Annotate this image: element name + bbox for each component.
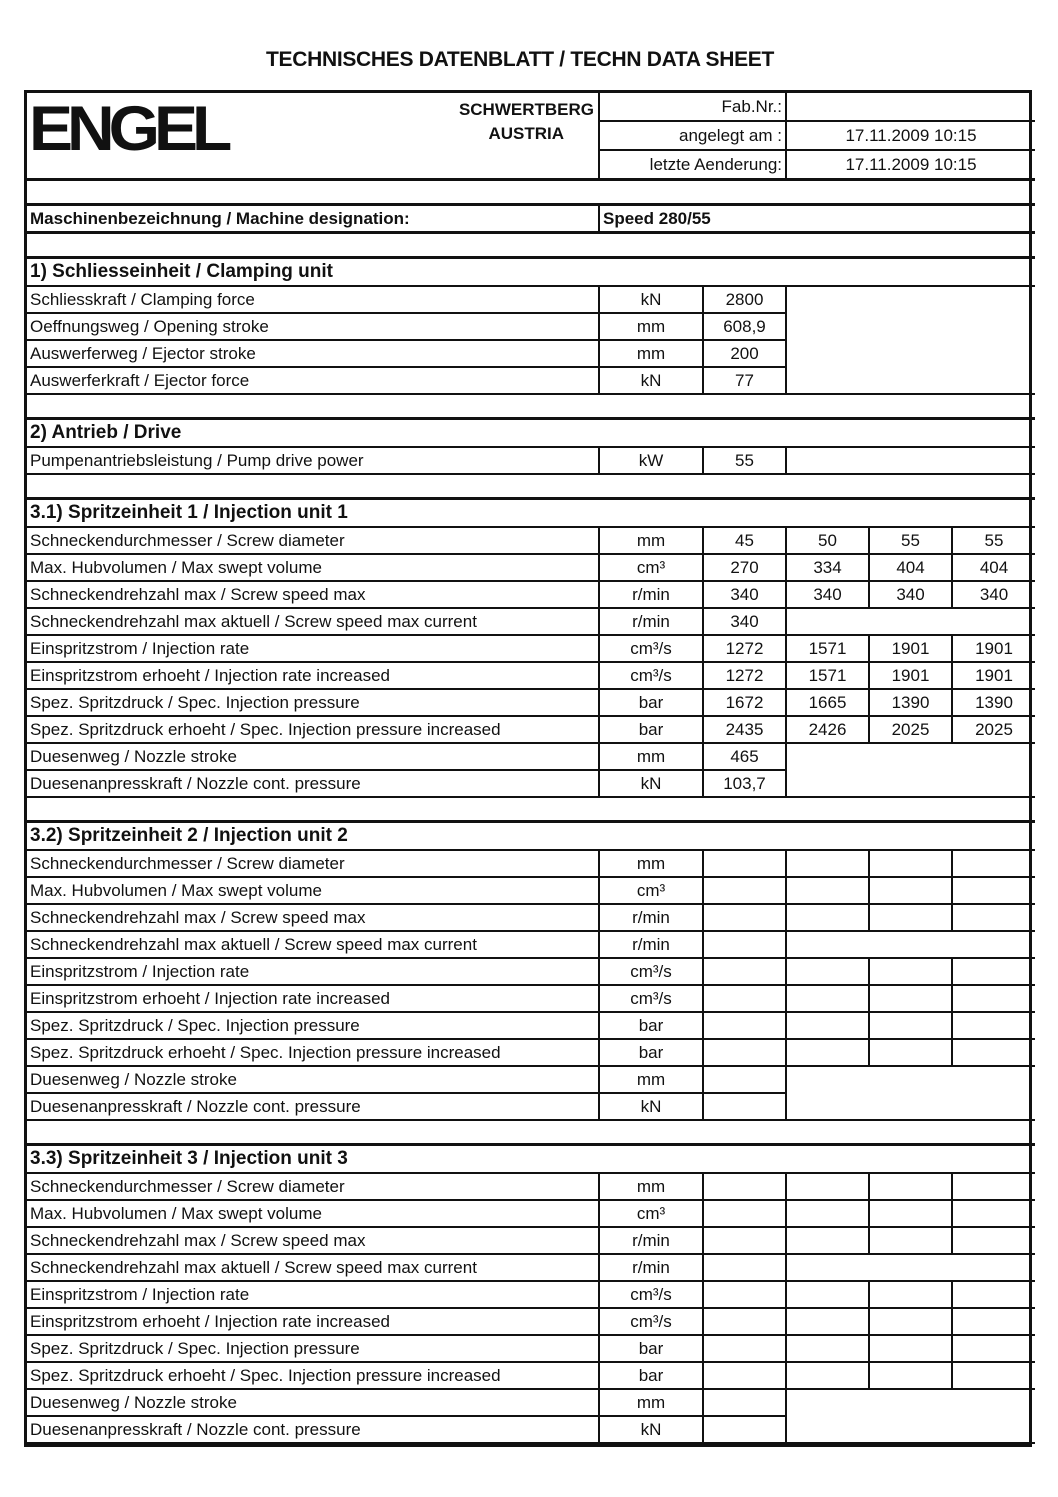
row-value: 334 [786, 554, 869, 581]
row-value [869, 1362, 952, 1389]
row-label: Einspritzstrom / Injection rate [27, 958, 599, 985]
sheet-table [27, 93, 1035, 1444]
row-value [703, 1200, 786, 1227]
table-row [27, 958, 1035, 985]
row-value: 1901 [952, 635, 1035, 662]
row-label: Einspritzstrom / Injection rate [27, 635, 599, 662]
row-value: 340 [703, 581, 786, 608]
row-unit: bar [599, 1362, 703, 1389]
row-value [869, 1227, 952, 1254]
row-value [786, 1039, 869, 1066]
table-row [27, 527, 1035, 554]
row-unit: r/min [599, 904, 703, 931]
table-row [27, 1308, 1035, 1335]
row-value [952, 1039, 1035, 1066]
table-row [27, 581, 1035, 608]
row-value [786, 1227, 869, 1254]
row-value: 340 [952, 581, 1035, 608]
row-unit: r/min [599, 1254, 703, 1281]
table-row [27, 1335, 1035, 1362]
row-value [869, 1173, 952, 1200]
row-value [952, 877, 1035, 904]
row-value [786, 985, 869, 1012]
section-title-drive: 2) Antrieb / Drive [27, 419, 1035, 448]
row-label: Duesenweg / Nozzle stroke [27, 1066, 599, 1093]
row-value: 404 [952, 554, 1035, 581]
row-label: Max. Hubvolumen / Max swept volume [27, 554, 599, 581]
table-row [27, 1362, 1035, 1389]
empty-area [786, 1254, 1035, 1281]
row-unit: cm³/s [599, 1281, 703, 1308]
row-unit: cm³/s [599, 958, 703, 985]
row-unit: bar [599, 1039, 703, 1066]
row-value: 1672 [703, 689, 786, 716]
row-value [703, 931, 786, 958]
table-row [27, 1227, 1035, 1254]
row-value [786, 1200, 869, 1227]
row-unit: cm³/s [599, 985, 703, 1012]
table-row [27, 1389, 1035, 1416]
row-unit: r/min [599, 1227, 703, 1254]
row-value [952, 1227, 1035, 1254]
row-label: Oeffnungsweg / Opening stroke [27, 313, 599, 340]
row-value: 1571 [786, 635, 869, 662]
table-row [27, 689, 1035, 716]
row-value: 1390 [869, 689, 952, 716]
spacer [27, 797, 1035, 822]
row-value: 200 [703, 340, 786, 367]
row-value [786, 1012, 869, 1039]
row-value [952, 904, 1035, 931]
row-label: Spez. Spritzdruck / Spec. Injection pressure [27, 689, 599, 716]
row-value [869, 1281, 952, 1308]
row-value [952, 1362, 1035, 1389]
row-value [952, 1173, 1035, 1200]
row-unit: mm [599, 340, 703, 367]
row-value [952, 1200, 1035, 1227]
row-value: 55 [952, 527, 1035, 554]
row-label: Einspritzstrom erhoeht / Injection rate increased [27, 1308, 599, 1335]
row-value: 1901 [869, 662, 952, 689]
table-row [27, 635, 1035, 662]
row-unit: r/min [599, 931, 703, 958]
empty-area [786, 447, 1035, 474]
row-value [952, 850, 1035, 877]
header-brand-cell [27, 93, 599, 180]
machine-designation-value: Speed 280/55 [599, 205, 1035, 233]
row-value [786, 877, 869, 904]
row-unit: mm [599, 743, 703, 770]
empty-area [786, 743, 1035, 797]
row-label: Schneckendurchmesser / Screw diameter [27, 1173, 599, 1200]
section-title-clamping: 1) Schliesseinheit / Clamping unit [27, 258, 1035, 287]
row-value [869, 1039, 952, 1066]
row-label: Auswerferkraft / Ejector force [27, 367, 599, 394]
row-label: Duesenanpresskraft / Nozzle cont. pressure [27, 1416, 599, 1443]
row-unit: cm³ [599, 877, 703, 904]
row-value [869, 1308, 952, 1335]
spacer [27, 474, 1035, 499]
row-label: Duesenanpresskraft / Nozzle cont. pressure [27, 770, 599, 797]
empty-area [786, 286, 1035, 394]
row-value: 1272 [703, 635, 786, 662]
table-row [27, 904, 1035, 931]
row-value: 1665 [786, 689, 869, 716]
row-value [703, 877, 786, 904]
row-label: Einspritzstrom erhoeht / Injection rate increased [27, 985, 599, 1012]
row-value [786, 1308, 869, 1335]
row-unit: cm³ [599, 554, 703, 581]
row-unit: mm [599, 1066, 703, 1093]
row-unit: cm³/s [599, 1308, 703, 1335]
row-value [703, 1012, 786, 1039]
section-title-injection-unit-3: 3.3) Spritzeinheit 3 / Injection unit 3 [27, 1145, 1035, 1174]
row-value [703, 985, 786, 1012]
table-row [27, 1254, 1035, 1281]
table-row [27, 1200, 1035, 1227]
row-unit: mm [599, 1173, 703, 1200]
empty-area [786, 1389, 1035, 1443]
row-value [703, 1039, 786, 1066]
spacer [27, 180, 1035, 205]
row-label: Spez. Spritzdruck / Spec. Injection pressure [27, 1335, 599, 1362]
location-city: SCHWERTBERG [458, 100, 594, 119]
row-label: Einspritzstrom erhoeht / Injection rate increased [27, 662, 599, 689]
table-row [27, 1066, 1035, 1093]
row-value [869, 1335, 952, 1362]
row-value [952, 958, 1035, 985]
row-label: Max. Hubvolumen / Max swept volume [27, 1200, 599, 1227]
row-label: Duesenweg / Nozzle stroke [27, 743, 599, 770]
row-value: 45 [703, 527, 786, 554]
row-value: 270 [703, 554, 786, 581]
row-unit: r/min [599, 581, 703, 608]
row-unit: kN [599, 286, 703, 313]
row-label: Pumpenantriebsleistung / Pump drive power [27, 447, 599, 474]
row-unit: kN [599, 1093, 703, 1120]
row-label: Schneckendurchmesser / Screw diameter [27, 850, 599, 877]
row-unit: bar [599, 1335, 703, 1362]
row-value [869, 904, 952, 931]
row-value: 2800 [703, 286, 786, 313]
table-row [27, 985, 1035, 1012]
table-row [27, 931, 1035, 958]
row-label: Auswerferweg / Ejector stroke [27, 340, 599, 367]
fab-nr-value [786, 93, 1035, 121]
row-value: 2426 [786, 716, 869, 743]
empty-area [786, 1066, 1035, 1120]
row-label: Einspritzstrom / Injection rate [27, 1281, 599, 1308]
row-label: Max. Hubvolumen / Max swept volume [27, 877, 599, 904]
row-value: 77 [703, 367, 786, 394]
row-value: 1571 [786, 662, 869, 689]
row-value: 465 [703, 743, 786, 770]
row-unit: r/min [599, 608, 703, 635]
row-value [869, 985, 952, 1012]
row-value [703, 1389, 786, 1416]
row-value [786, 1335, 869, 1362]
row-value [786, 1173, 869, 1200]
row-unit: cm³/s [599, 635, 703, 662]
row-value: 608,9 [703, 313, 786, 340]
row-unit: kN [599, 770, 703, 797]
document-title: TECHNISCHES DATENBLATT / TECHN DATA SHEET [265, 48, 775, 71]
row-value [703, 1066, 786, 1093]
table-row [27, 1281, 1035, 1308]
fab-nr-label: Fab.Nr.: [599, 93, 786, 121]
spacer [27, 1120, 1035, 1145]
created-label: angelegt am : [599, 121, 786, 150]
row-value [786, 904, 869, 931]
row-value [703, 1416, 786, 1443]
row-label: Spez. Spritzdruck / Spec. Injection pressure [27, 1012, 599, 1039]
row-value [952, 1308, 1035, 1335]
row-value [952, 985, 1035, 1012]
row-value [786, 850, 869, 877]
table-row [27, 743, 1035, 770]
row-value: 404 [869, 554, 952, 581]
row-unit: mm [599, 527, 703, 554]
row-value: 1901 [952, 662, 1035, 689]
table-row [27, 1012, 1035, 1039]
row-label: Schneckendrehzahl max / Screw speed max [27, 581, 599, 608]
spacer [27, 394, 1035, 419]
table-row [27, 716, 1035, 743]
table-row [27, 608, 1035, 635]
row-value: 340 [703, 608, 786, 635]
row-value [703, 958, 786, 985]
row-value [786, 1281, 869, 1308]
row-value: 2435 [703, 716, 786, 743]
row-value [703, 1308, 786, 1335]
modified-value: 17.11.2009 10:15 [786, 150, 1035, 180]
row-label: Schneckendrehzahl max aktuell / Screw speed max current [27, 608, 599, 635]
row-value: 2025 [869, 716, 952, 743]
row-label: Spez. Spritzdruck erhoeht / Spec. Injection pressure increased [27, 716, 599, 743]
row-value: 55 [703, 447, 786, 474]
row-label: Schneckendrehzahl max aktuell / Screw speed max current [27, 931, 599, 958]
spacer [27, 233, 1035, 258]
row-value [952, 1335, 1035, 1362]
section-title-injection-unit-1: 3.1) Spritzeinheit 1 / Injection unit 1 [27, 499, 1035, 528]
row-value: 50 [786, 527, 869, 554]
row-unit: mm [599, 313, 703, 340]
row-unit: cm³ [599, 1200, 703, 1227]
row-value: 1272 [703, 662, 786, 689]
table-row [27, 877, 1035, 904]
row-value: 55 [869, 527, 952, 554]
row-label: Schneckendrehzahl max aktuell / Screw speed max current [27, 1254, 599, 1281]
modified-label: letzte Aenderung: [599, 150, 786, 180]
section-title-injection-unit-2: 3.2) Spritzeinheit 2 / Injection unit 2 [27, 822, 1035, 851]
row-value [703, 1173, 786, 1200]
row-value: 103,7 [703, 770, 786, 797]
location-country: AUSTRIA [488, 124, 564, 143]
engel-logo: ENGEL [29, 93, 227, 164]
row-unit: bar [599, 716, 703, 743]
row-value [703, 1227, 786, 1254]
row-unit: mm [599, 1389, 703, 1416]
row-unit: kW [599, 447, 703, 474]
row-value: 1901 [869, 635, 952, 662]
created-value: 17.11.2009 10:15 [786, 121, 1035, 150]
table-row [27, 850, 1035, 877]
row-unit: kN [599, 367, 703, 394]
row-value [952, 1012, 1035, 1039]
empty-area [786, 608, 1035, 635]
row-label: Duesenanpresskraft / Nozzle cont. pressure [27, 1093, 599, 1120]
machine-designation-label: Maschinenbezeichnung / Machine designation: [27, 205, 599, 233]
row-label: Schliesskraft / Clamping force [27, 286, 599, 313]
row-unit: cm³/s [599, 662, 703, 689]
row-value: 2025 [952, 716, 1035, 743]
row-value [869, 1200, 952, 1227]
table-row [27, 1039, 1035, 1066]
row-unit: bar [599, 1012, 703, 1039]
row-value [952, 1281, 1035, 1308]
row-unit: mm [599, 850, 703, 877]
row-label: Spez. Spritzdruck erhoeht / Spec. Injection pressure increased [27, 1362, 599, 1389]
row-value: 1390 [952, 689, 1035, 716]
row-label: Schneckendurchmesser / Screw diameter [27, 527, 599, 554]
row-value: 340 [869, 581, 952, 608]
empty-area [786, 931, 1035, 958]
row-value [703, 1281, 786, 1308]
row-value [703, 1093, 786, 1120]
table-row [27, 1173, 1035, 1200]
row-label: Spez. Spritzdruck erhoeht / Spec. Injection pressure increased [27, 1039, 599, 1066]
row-value [703, 1254, 786, 1281]
table-row [27, 662, 1035, 689]
row-value [703, 1335, 786, 1362]
row-value [703, 904, 786, 931]
row-label: Schneckendrehzahl max / Screw speed max [27, 1227, 599, 1254]
row-value [869, 958, 952, 985]
row-value: 340 [786, 581, 869, 608]
injection-units [27, 499, 1035, 1444]
row-unit: bar [599, 689, 703, 716]
row-label: Duesenweg / Nozzle stroke [27, 1389, 599, 1416]
row-value [786, 958, 869, 985]
row-value [786, 1362, 869, 1389]
row-unit: kN [599, 1416, 703, 1443]
row-value [869, 1012, 952, 1039]
row-label: Schneckendrehzahl max / Screw speed max [27, 904, 599, 931]
row-value [703, 1362, 786, 1389]
data-sheet [24, 90, 1032, 1447]
row-value [703, 850, 786, 877]
row-value [869, 850, 952, 877]
row-value [869, 877, 952, 904]
table-row [27, 554, 1035, 581]
